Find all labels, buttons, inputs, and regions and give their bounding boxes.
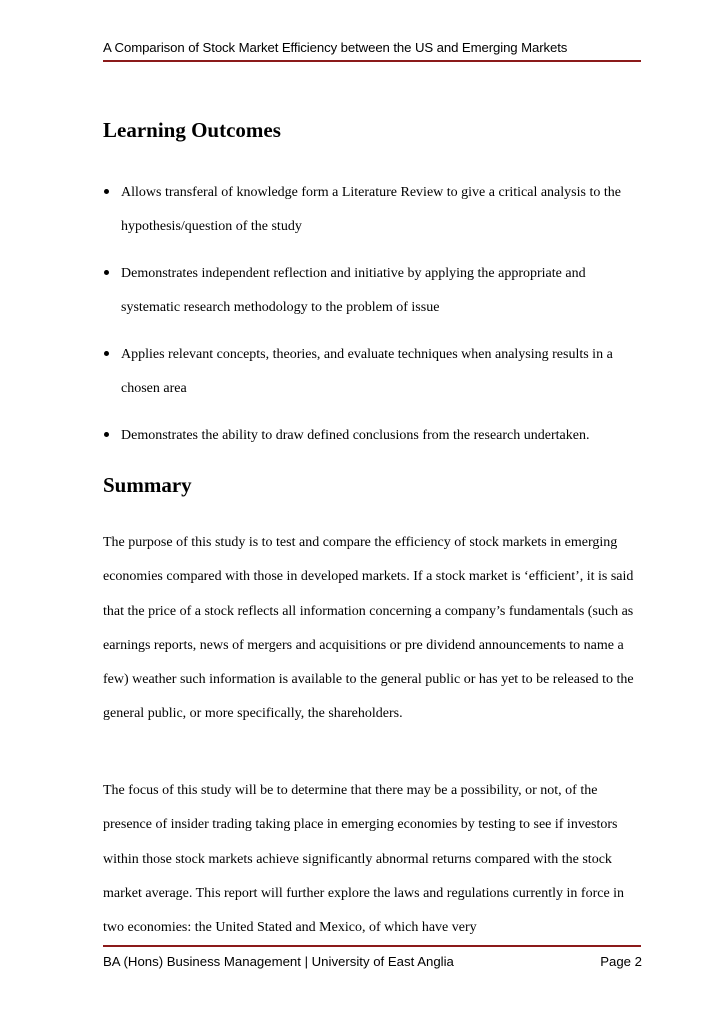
list-item: Demonstrates independent reflection and initiative by applying the appropriate and systematic research methodology to the problem of issue [103,257,643,324]
footer-text: BA (Hons) Business Management | University of East Anglia [103,954,454,969]
footer-rule [103,945,641,947]
running-header: A Comparison of Stock Market Efficiency between the US and Emerging Markets [103,40,568,55]
summary-paragraph-2: The focus of this study will be to determine that there may be a possibility, or not, of the presence of insider trading taking place in emerging economies by testing to see if investors within those stock markets achieve significantly abnormal returns compared with the stock market average. This report will further explore the laws and regulations currently in force in two economies: the United Stated and Mexico, of which have very [103,783,625,936]
list-item: Applies relevant concepts, theories, and evaluate techniques when analysing results in a chosen area [103,338,643,405]
learning-outcomes-heading: Learning Outcomes [103,118,281,142]
summary-heading: Summary [103,473,192,497]
summary-paragraph-1: The purpose of this study is to test and compare the efficiency of stock markets in emerging economies compared with those in developed markets. If a stock market is ‘efficient’, it is said that the price of a stock reflects all information concerning a company’s fundamentals (such as earnings reports, news of mergers and acquisitions or pre dividend announcements to name a few) weather such information is available to the general public or has yet to be released to the general public, or more specifically, the shareholders. [103,535,634,722]
learning-outcomes-list [103,176,643,467]
header-rule [103,60,641,62]
list-item: Allows transferal of knowledge form a Literature Review to give a critical analysis to the hypothesis/question of the study [103,176,643,243]
list-item: Demonstrates the ability to draw defined conclusions from the research undertaken. [103,419,643,453]
page-number: Page 2 [600,954,642,969]
